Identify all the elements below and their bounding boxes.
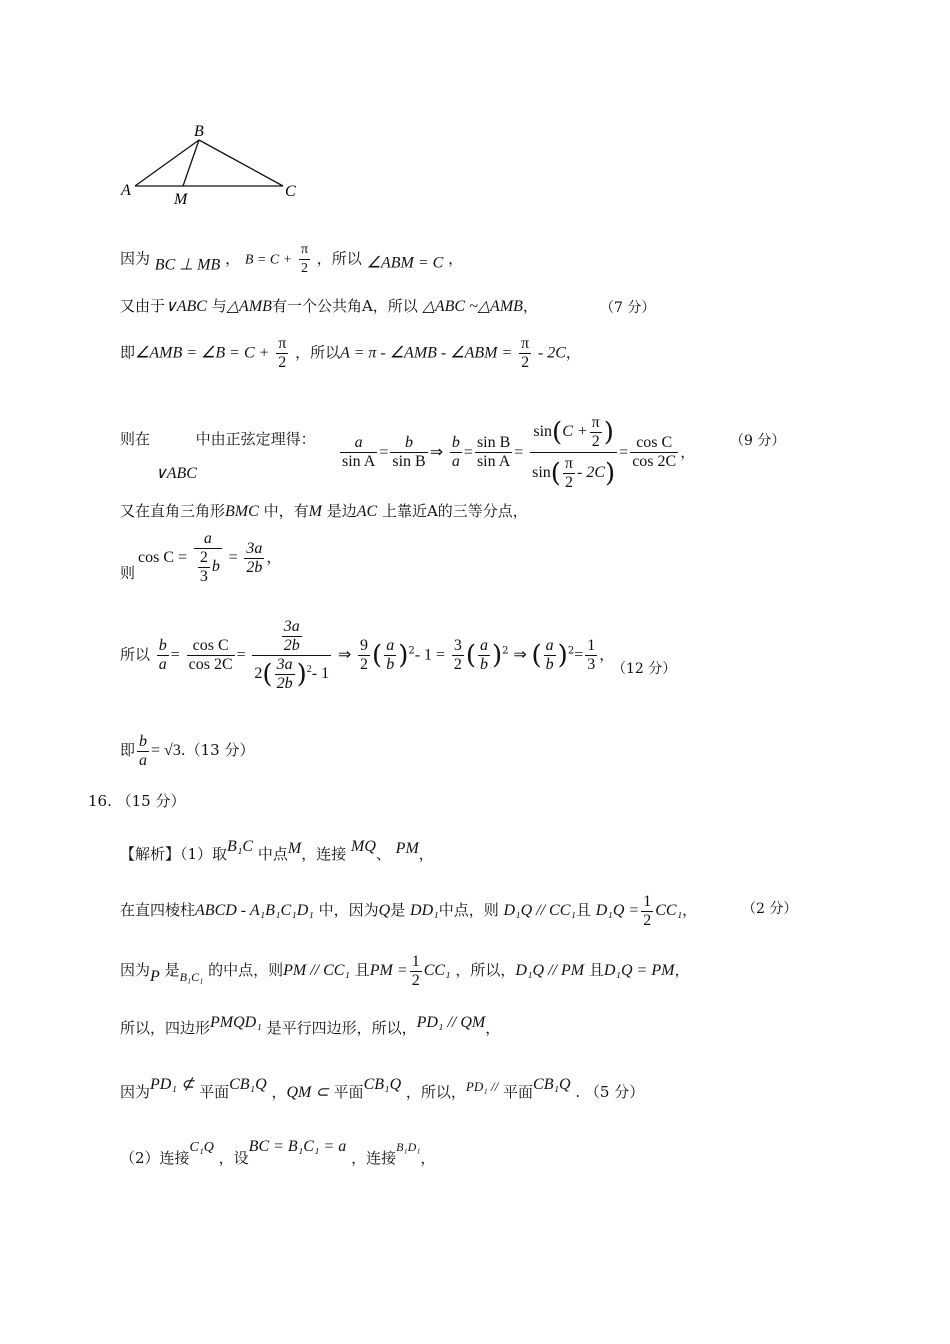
line-11 <box>120 950 689 997</box>
question-16-header <box>88 790 186 812</box>
text: 、 <box>375 845 391 863</box>
sq: 2 <box>502 645 509 657</box>
text: 中点 <box>257 845 288 863</box>
den: cos 2C <box>632 453 677 471</box>
den: 2 <box>521 354 530 371</box>
den: 2 <box>643 911 652 929</box>
num: a <box>340 434 377 453</box>
line-4-label <box>120 428 316 450</box>
num: sin B <box>476 434 511 452</box>
text: ， <box>682 901 698 919</box>
math: - 2C <box>537 344 566 362</box>
minus-one: - 1 = <box>414 646 446 664</box>
math: PM = <box>369 962 408 979</box>
line-13 <box>120 1074 644 1104</box>
text: .（13 分） <box>180 741 255 759</box>
text: 平面 <box>503 1083 534 1101</box>
math: DD₁ <box>410 902 439 919</box>
math: CC₁ <box>655 902 683 919</box>
text: ， <box>680 442 696 461</box>
math: PD₁ // QM <box>416 1014 486 1031</box>
label-b: B <box>194 123 204 140</box>
b: b <box>211 558 220 576</box>
text: 则在 <box>120 430 151 448</box>
math: PM // CC₁ <box>283 962 350 979</box>
math: M <box>308 503 322 520</box>
equals: = <box>228 549 238 566</box>
line-2 <box>120 295 538 318</box>
num: 3a <box>283 618 300 635</box>
den: 2 <box>360 656 369 673</box>
num: 1 <box>587 637 596 654</box>
text: ， <box>485 1019 501 1037</box>
text: 中，有 <box>263 502 309 520</box>
den: 2 <box>453 656 462 673</box>
side-bc <box>199 140 283 186</box>
score-12: （12 分） <box>612 661 677 677</box>
den: 2b <box>276 675 293 692</box>
text: 的中点，则 <box>208 961 284 979</box>
sin: sin <box>533 423 553 440</box>
text: 在直四棱柱 <box>120 901 196 919</box>
math: ABCD - A₁B₁C₁D₁ <box>195 902 314 919</box>
num: 9 <box>360 637 369 654</box>
line-8 <box>120 730 254 771</box>
fraction-sin-ratio: sin(C + $\frac{\pi}{2}$ ) sin( $\frac{\pi}{2}$ - 2C) <box>532 413 616 492</box>
segment-bm <box>183 140 199 186</box>
sqrt3: = √3 <box>151 742 181 759</box>
fraction-b-a <box>137 733 149 770</box>
text: . （5 分） <box>575 1083 645 1101</box>
math: PM <box>395 840 419 857</box>
implies: ⇒ <box>429 443 444 461</box>
text: ， <box>565 343 581 362</box>
math: M <box>287 840 302 857</box>
pi: π <box>564 455 573 473</box>
math: D₁Q = PM <box>603 962 675 979</box>
math: BC = B₁C₁ = a <box>248 1138 347 1155</box>
den: 2 <box>278 354 287 371</box>
text: ， <box>271 1083 287 1101</box>
line-3 <box>120 335 581 372</box>
math: ∠AMB = ∠B = C + <box>135 344 270 362</box>
num: b <box>139 732 148 750</box>
text: 则 <box>120 564 136 582</box>
num: π <box>299 241 310 260</box>
math: B₁D₁ <box>396 1140 421 1154</box>
line-1 <box>120 241 463 278</box>
question-score: （15 分） <box>116 792 186 810</box>
text: ， <box>418 845 434 863</box>
math: MQ <box>350 838 376 855</box>
line-4-formula: $\frac{a}{\text{sin A}}$ = $\frac{b}{\text{sin B}}$ ⇒ $\frac{b}{a}$ = $\frac{\text{sin B}}{\text{sin A}}$ = sin(C + $\frac{\pi}{2}$ ) sin( $\frac{\pi}{2}$ - 2C) = $\frac{\text{cos C}}{\cos 2C}$ ， <box>338 412 695 494</box>
text: 即 <box>120 343 136 362</box>
text: 与 <box>211 297 227 315</box>
num: π <box>521 335 530 352</box>
question-number: 16. <box>88 792 112 810</box>
fraction-sinB-sinA <box>475 434 512 471</box>
math: C₁Q <box>189 1140 214 1155</box>
fraction-pi-2 <box>276 335 288 372</box>
fraction-b-a: $\frac{b}{a}$ <box>451 434 460 471</box>
fraction-cosC-cos2C <box>630 434 678 471</box>
math: D₁Q = <box>595 902 640 919</box>
fraction-3-2 <box>452 637 464 674</box>
score-9: （9 分） <box>730 433 786 449</box>
line-10 <box>120 890 697 931</box>
c-plus: C + <box>562 423 588 440</box>
text: 平面 <box>333 1083 364 1101</box>
math: PD₁ // <box>465 1079 499 1094</box>
text: 因为 <box>120 1083 151 1101</box>
math: D₁Q // CC₁ <box>503 902 576 919</box>
den: b <box>386 656 395 673</box>
den: 2b <box>246 558 263 576</box>
den: b <box>545 656 554 673</box>
fraction-cosC-cos2C <box>187 637 235 674</box>
den: 3 <box>587 656 596 673</box>
two: 2 <box>591 432 600 450</box>
label-m: M <box>174 191 188 208</box>
text: 是边 <box>326 502 357 520</box>
math: CC₁ <box>423 962 451 979</box>
num: 3a <box>276 656 293 673</box>
line-12 <box>120 1012 500 1039</box>
num: a <box>480 637 489 654</box>
sin: sin <box>532 464 551 482</box>
math: ∨ABC <box>165 298 207 315</box>
fraction-b-sinB <box>390 434 427 471</box>
text: 因为 <box>120 249 151 268</box>
fraction-b-a <box>157 637 169 674</box>
num: b <box>158 637 167 654</box>
text: 即 <box>120 741 136 759</box>
math: BC ⊥ MB <box>154 256 221 274</box>
math: △AMB <box>226 298 272 315</box>
math: △ABC ~△AMB <box>422 298 523 315</box>
side-ab <box>135 140 199 186</box>
two: 2 <box>254 665 263 683</box>
den: sin B <box>392 453 426 471</box>
fraction-1-3 <box>585 637 597 674</box>
math: PMQD₁ <box>210 1014 262 1031</box>
num: 3 <box>453 637 462 654</box>
den: 2 <box>411 971 420 989</box>
fraction-complex: $\frac{3a}{2b}$ 2( $\frac{3a}{2b}$ )$^2$- 1 <box>254 618 330 692</box>
math: B₁C <box>227 838 254 855</box>
text: 有一个公共角A，所以 <box>271 297 418 315</box>
den: cos 2C <box>188 656 233 673</box>
cos-c: cos C = <box>138 549 188 566</box>
minus-one: - 1 <box>311 665 330 683</box>
den: sin A <box>342 453 376 471</box>
den: 2b <box>283 637 300 654</box>
text: ， <box>522 297 538 315</box>
num: 1 <box>643 892 652 910</box>
math: BMC <box>225 503 259 520</box>
score-2: （2 分） <box>742 901 798 917</box>
text: 中点，则 <box>438 901 499 919</box>
line-7: 所以 $\frac{b}{a}$ = $\frac{\text{cos C}}{\cos 2C}$ = $\frac{3a}{2b}$ 2( $\frac{3a}{2b}$ )$^2$- 1 ⇒ $\frac{9}{2}$ ( $\frac{a}{b}$ )$^2$- 1 = $\frac{3}{2}$ ( $\frac{a}{b}$ )$^2$ ⇒ ( $\frac{a}{b}$ )$^2$= $\frac{1}{3}$ ， <box>120 618 615 692</box>
math: ∨ABC <box>155 465 197 482</box>
implies: ⇒ <box>337 646 352 664</box>
line-14 <box>120 1136 435 1169</box>
math: CB₁Q <box>363 1076 402 1093</box>
score-7: （7 分） <box>600 300 656 316</box>
text: ， <box>448 249 464 268</box>
three: 3 <box>199 568 208 585</box>
num: a <box>194 530 222 549</box>
text: （2）连接 <box>120 1149 190 1167</box>
num: 3a <box>246 539 263 557</box>
fraction-1-2 <box>410 953 422 990</box>
sq: 2 <box>567 645 575 657</box>
text: ，设 <box>218 1149 249 1167</box>
line-6-formula <box>138 530 281 586</box>
math: QM ⊂ <box>286 1084 329 1101</box>
text: ，连接 <box>351 1149 397 1167</box>
text: 因为 <box>120 961 151 979</box>
fraction-9-2 <box>358 637 370 674</box>
num: cos C <box>187 637 235 656</box>
math: CB₁Q <box>229 1076 267 1093</box>
text: 是平行四边形，所以， <box>266 1019 417 1037</box>
num: π <box>278 335 287 352</box>
den: sin A <box>476 453 511 471</box>
math: B₁C₁ <box>179 970 204 984</box>
line-6-label <box>120 562 135 584</box>
num: a <box>545 637 554 654</box>
text: 又在直角三角形 <box>120 502 226 520</box>
sq: 2 <box>408 645 415 657</box>
text: 中，因为 <box>318 901 379 919</box>
two: 2 <box>564 474 573 492</box>
text: ， <box>225 249 241 268</box>
line-9 <box>120 836 434 865</box>
text: 【解析】（1）取 <box>120 845 228 863</box>
math: P <box>150 968 160 985</box>
pi: π <box>591 413 600 431</box>
two: 2 <box>199 549 208 566</box>
fraction-3a-2b <box>244 540 264 577</box>
minus-2c: - 2C <box>577 464 605 482</box>
math: B = C + <box>244 252 293 268</box>
text: ，所以， <box>405 1083 466 1101</box>
text: 平面 <box>199 1083 230 1101</box>
den: a <box>158 656 167 673</box>
text: ， <box>420 1149 436 1167</box>
text: 又由于 <box>120 297 166 315</box>
text: 是 <box>390 901 406 919</box>
math: AC <box>356 503 378 520</box>
fraction-a-over-2-3-b <box>194 530 222 586</box>
text: 是 <box>164 961 180 979</box>
text: ，所以， <box>455 961 516 979</box>
label-a: A <box>121 182 131 199</box>
sq: 2 <box>306 663 312 675</box>
text: ， <box>599 645 615 664</box>
num: 1 <box>411 952 420 970</box>
implies: ⇒ <box>513 646 527 664</box>
num: a <box>386 637 395 654</box>
num: cos C <box>630 434 678 453</box>
triangle-abc-label <box>155 462 197 485</box>
text: 上靠近A的三等分点， <box>381 502 528 520</box>
math: ∠ABM = C <box>366 254 444 272</box>
math: D₁Q // PM <box>515 962 585 979</box>
fraction-a-sinA <box>340 434 377 471</box>
math: PD₁ ⊄ <box>150 1076 195 1093</box>
den: b <box>480 656 489 673</box>
text: 中由正弦定理得： <box>195 430 316 448</box>
text: ，连接 <box>301 845 347 863</box>
text: 且 <box>354 961 370 979</box>
fraction-1-2 <box>641 893 653 930</box>
fraction-pi-2 <box>299 241 310 278</box>
den: a <box>139 751 148 769</box>
label-c: C <box>285 183 296 200</box>
math: A = π - ∠AMB - ∠ABM = <box>340 344 513 362</box>
line-5 <box>120 500 528 523</box>
text: ，所以 <box>295 343 341 362</box>
math: CB₁Q <box>533 1076 571 1093</box>
text: ，所以 <box>316 249 362 268</box>
num: b <box>390 434 427 453</box>
text: 所以，四边形 <box>120 1019 211 1037</box>
text: ， <box>674 961 690 979</box>
text: ， <box>266 548 282 566</box>
math: Q <box>378 902 391 919</box>
text: 且 <box>588 961 604 979</box>
text: 所以 <box>120 645 151 664</box>
triangle-figure <box>110 118 310 213</box>
fraction-pi-2 <box>519 335 531 372</box>
text: 且 <box>575 901 591 919</box>
den: 2 <box>300 261 308 276</box>
